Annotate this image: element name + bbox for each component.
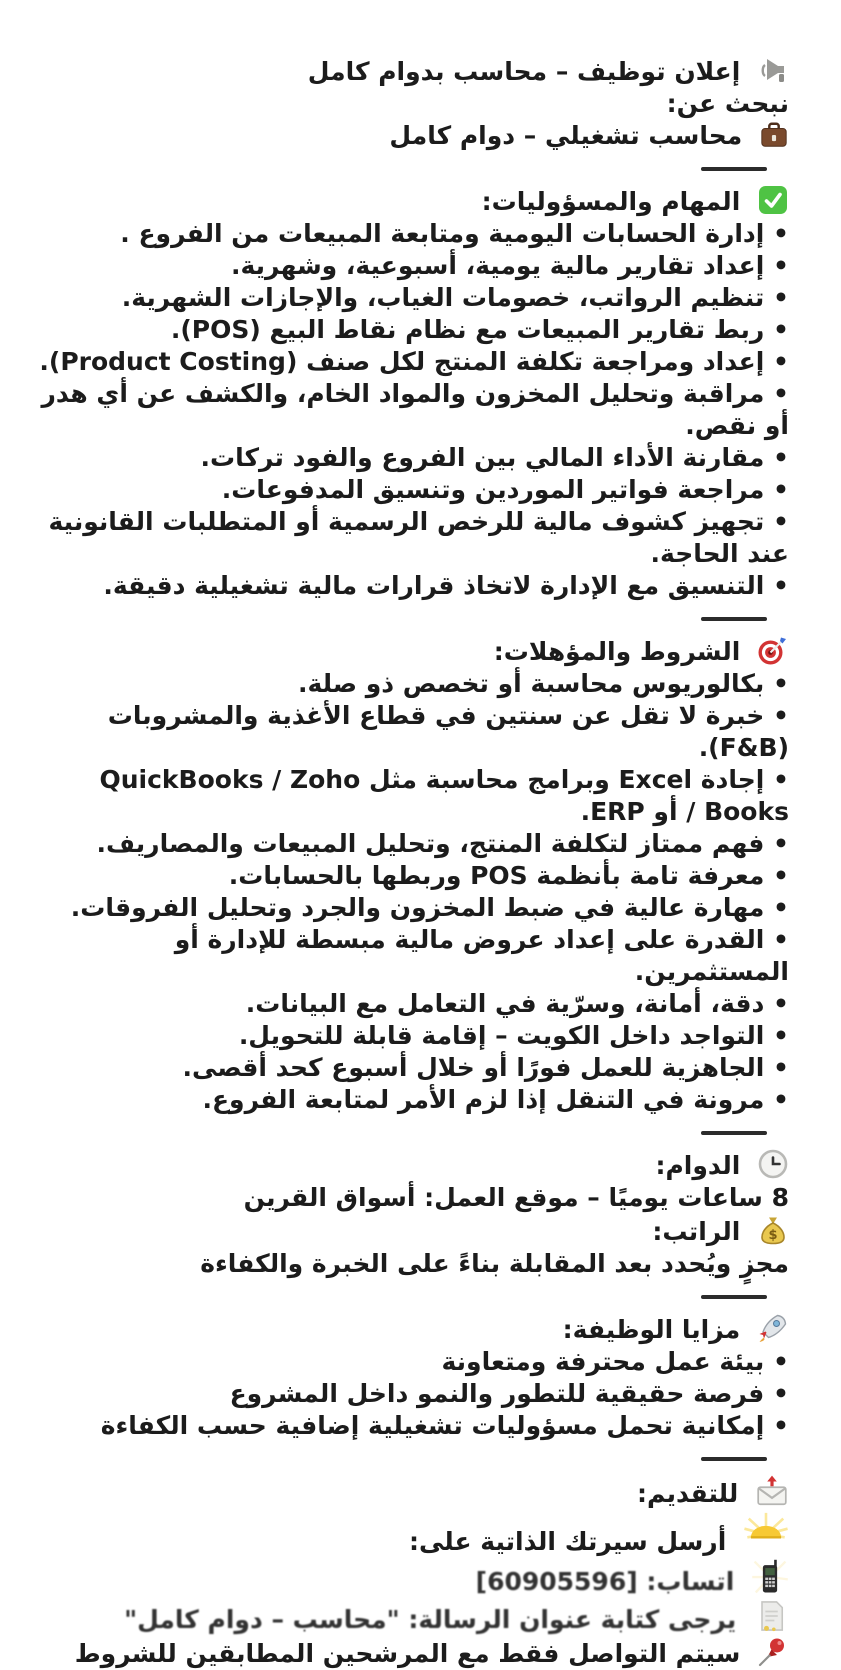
bullet-item (38, 892, 789, 924)
section-heading (38, 1312, 789, 1346)
text-line (38, 1248, 789, 1280)
check-mark-icon (757, 184, 789, 216)
section-divider (701, 167, 767, 171)
line-text: نبحث عن: (666, 89, 789, 118)
write-icon (753, 1598, 789, 1634)
line-text: • معرفة تامة بأنظمة POS وربطها بالحسابات. (228, 861, 789, 890)
bullet-item (38, 1020, 789, 1052)
section-heading (38, 1214, 789, 1248)
line-text: مزايا الوظيفة: (562, 1315, 741, 1344)
bullet-item (38, 764, 789, 828)
document-title (38, 54, 789, 88)
text-line (38, 1558, 789, 1598)
line-text: • فرصة حقيقية للتطور والنمو داخل المشروع (229, 1379, 789, 1408)
section-benefits (38, 1312, 789, 1442)
section-application (38, 1474, 789, 1670)
bullet-item (38, 570, 789, 602)
section-intro (38, 54, 789, 152)
rocket-icon (757, 1312, 789, 1344)
section-heading (38, 184, 789, 218)
line-text: • فهم ممتاز لتكلفة المنتج، وتحليل المبيعات والمصاريف. (96, 829, 789, 858)
bullet-item (38, 1410, 789, 1442)
svg-text:$: $ (768, 1228, 778, 1243)
bullet-item (38, 1084, 789, 1116)
line-text: • الجاهزية للعمل فورًا أو خلال أسبوع كحد أقصى. (182, 1053, 789, 1082)
line-text: اتساب: [60905596] (475, 1567, 735, 1596)
line-text: إعلان توظيف – محاسب بدوام كامل (307, 57, 741, 86)
bullet-item (38, 282, 789, 314)
section-heading (38, 1474, 789, 1510)
bullet-item (38, 218, 789, 250)
line-text: سيتم التواصل فقط مع المرشحين المطابقين للشروط (74, 1639, 741, 1668)
line-text: أرسل سيرتك الذاتية على: (409, 1527, 727, 1556)
line-text: • التواجد داخل الكويت – إقامة قابلة للتحويل. (238, 1021, 789, 1050)
phone-icon (751, 1558, 789, 1596)
section-heading (38, 634, 789, 668)
line-text: مجزٍ ويُحدد بعد المقابلة بناءً على الخبرة والكفاءة (200, 1249, 789, 1278)
line-text: • إعداد ومراجعة تكلفة المنتج لكل صنف (Product Costing). (39, 347, 789, 376)
line-text: محاسب تشغيلي – دوام كامل (389, 121, 743, 150)
line-text: • التنسيق مع الإدارة لاتخاذ قرارات مالية تشغيلية دقيقة. (103, 571, 789, 600)
bullet-item (38, 988, 789, 1020)
section-responsibilities (38, 184, 789, 602)
line-text: • خبرة لا تقل عن سنتين في قطاع الأغذية والمشروبات (F&B). (107, 701, 789, 762)
pushpin-icon (757, 1636, 789, 1668)
line-text: • بيئة عمل محترفة ومتعاونة (441, 1347, 789, 1376)
bullet-item (38, 860, 789, 892)
section-divider (701, 617, 767, 621)
bullet-item (38, 1346, 789, 1378)
bullet-item (38, 378, 789, 442)
text-line (38, 1598, 789, 1636)
bullet-item (38, 314, 789, 346)
text-line (38, 88, 789, 120)
line-text: • مقارنة الأداء المالي بين الفروع والفود تركات. (200, 443, 789, 472)
bullet-item (38, 1052, 789, 1084)
bullet-item (38, 828, 789, 860)
section-heading (38, 1148, 789, 1182)
text-line (38, 120, 789, 152)
bullet-item (38, 442, 789, 474)
text-line (38, 1636, 789, 1670)
section-divider (701, 1295, 767, 1299)
bullet-item (38, 924, 789, 988)
line-text: الشروط والمؤهلات: (493, 637, 741, 666)
line-text: • القدرة على إعداد عروض مالية مبسطة للإدارة أو المستثمرين. (174, 925, 789, 986)
line-text: الراتب: (652, 1217, 741, 1246)
line-text: • إجادة Excel وبرامج محاسبة مثل QuickBooks / Zoho Books / أو ERP. (99, 765, 789, 826)
line-text: • ربط تقارير المبيعات مع نظام نقاط البيع (POS). (170, 315, 789, 344)
bullet-item (38, 250, 789, 282)
bullet-item (38, 1378, 789, 1410)
bullet-item (38, 700, 789, 764)
bullet-item (38, 346, 789, 378)
line-text: • دقة، أمانة، وسرّية في التعامل مع البيانات. (245, 989, 789, 1018)
line-text: • إمكانية تحمل مسؤوليات تشغيلية إضافية حسب الكفاءة (100, 1411, 789, 1440)
dart-icon (757, 634, 789, 666)
section-schedule-salary (38, 1148, 789, 1280)
bullet-item (38, 474, 789, 506)
line-text: المهام والمسؤوليات: (481, 187, 741, 216)
section-divider (701, 1457, 767, 1461)
briefcase-icon (759, 120, 789, 150)
section-requirements (38, 634, 789, 1116)
line-text: • بكالوريوس محاسبة أو تخصص ذو صلة. (297, 669, 789, 698)
line-text: • مرونة في التنقل إذا لزم الأمر لمتابعة الفروع. (202, 1085, 789, 1114)
glow-icon (743, 1510, 789, 1556)
line-text: 8 ساعات يوميًا – موقع العمل: أسواق القرين (243, 1183, 789, 1212)
line-text: الدوام: (655, 1151, 741, 1180)
section-divider (701, 1131, 767, 1135)
line-text: يرجى كتابة عنوان الرسالة: "محاسب – دوام كامل" (124, 1605, 737, 1634)
line-text: • تجهيز كشوف مالية للرخص الرسمية أو المتطلبات القانونية عند الحاجة. (48, 507, 789, 568)
text-line (38, 1510, 789, 1558)
line-text: • مراجعة فواتير الموردين وتنسيق المدفوعات. (221, 475, 789, 504)
line-text: • إدارة الحسابات اليومية ومتابعة المبيعات من الفروع . (120, 219, 789, 248)
text-line (38, 1182, 789, 1214)
clock-icon (757, 1148, 789, 1180)
money-bag-icon (757, 1214, 789, 1246)
bullet-item (38, 668, 789, 700)
bullet-item (38, 506, 789, 570)
megaphone-icon (757, 54, 789, 86)
line-text: • إعداد تقارير مالية يومية، أسبوعية، وشهرية. (230, 251, 789, 280)
line-text: • تنظيم الرواتب، خصومات الغياب، والإجازات الشهرية. (121, 283, 789, 312)
line-text: • مراقبة وتحليل المخزون والمواد الخام، والكشف عن أي هدر أو نقص. (41, 379, 789, 440)
line-text: للتقديم: (637, 1479, 739, 1508)
line-text: • مهارة عالية في ضبط المخزون والجرد وتحليل الفروقات. (70, 893, 789, 922)
envelope-icon (755, 1474, 789, 1508)
